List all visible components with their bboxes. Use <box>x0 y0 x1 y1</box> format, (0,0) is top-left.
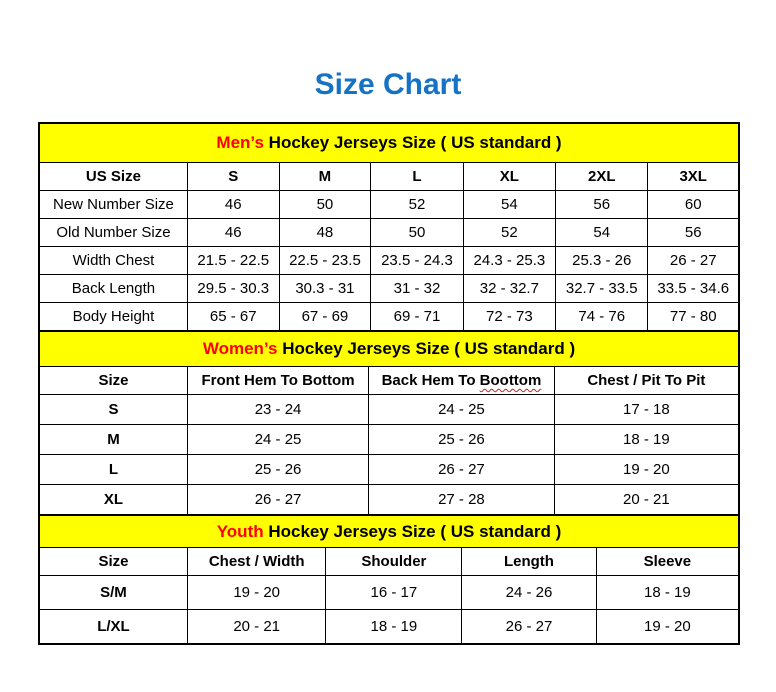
cell-value: 72 - 73 <box>463 303 555 332</box>
cell-value: 22.5 - 23.5 <box>279 247 371 275</box>
cell-value: 30.3 - 31 <box>279 275 371 303</box>
column-header: US Size <box>39 163 187 191</box>
cell-value: 50 <box>279 191 371 219</box>
cell-value: 74 - 76 <box>556 303 648 332</box>
cell-value: 17 - 18 <box>554 395 739 425</box>
row-label: XL <box>39 485 187 516</box>
cell-value: 24.3 - 25.3 <box>463 247 555 275</box>
cell-value: 20 - 21 <box>554 485 739 516</box>
table-row <box>39 275 739 303</box>
column-header: Sleeve <box>596 548 739 576</box>
cell-value: 27 - 28 <box>369 485 555 516</box>
column-header: Size <box>39 548 187 576</box>
cell-value: 46 <box>187 191 279 219</box>
column-header: XL <box>463 163 555 191</box>
band-title-text: Hockey Jerseys Size ( US standard ) <box>263 133 562 153</box>
cell-value: 26 - 27 <box>462 610 596 645</box>
cell-value: 18 - 19 <box>554 425 739 455</box>
cell-value: 56 <box>556 191 648 219</box>
misspelled-word: Boottom <box>479 371 542 389</box>
table-row <box>39 191 739 219</box>
section-band-title <box>39 515 739 548</box>
column-header: Shoulder <box>326 548 462 576</box>
cell-value: 26 - 27 <box>648 247 739 275</box>
cell-value: 67 - 69 <box>279 303 371 332</box>
row-label: S <box>39 395 187 425</box>
column-header: Length <box>462 548 596 576</box>
row-label: Body Height <box>39 303 187 332</box>
cell-value: 24 - 26 <box>462 576 596 610</box>
band-title-text: Hockey Jerseys Size ( US standard ) <box>277 339 576 359</box>
youth-size-table <box>38 514 740 645</box>
band-gender-label: Women’s <box>202 339 278 359</box>
cell-value: 24 - 25 <box>369 395 555 425</box>
cell-value: 52 <box>371 191 463 219</box>
column-header: 3XL <box>648 163 739 191</box>
cell-value: 29.5 - 30.3 <box>187 275 279 303</box>
band-gender-label: Men’s <box>216 133 264 153</box>
cell-value: 60 <box>648 191 739 219</box>
cell-value: 69 - 71 <box>371 303 463 332</box>
cell-value: 24 - 25 <box>187 425 368 455</box>
size-tables-container <box>38 122 740 645</box>
column-header: S <box>187 163 279 191</box>
cell-value: 23 - 24 <box>187 395 368 425</box>
table-row <box>39 247 739 275</box>
row-label: L <box>39 455 187 485</box>
table-row <box>39 610 739 645</box>
band-gender-label: Youth <box>216 521 264 541</box>
cell-value: 19 - 20 <box>187 576 326 610</box>
row-label: New Number Size <box>39 191 187 219</box>
cell-value: 54 <box>463 191 555 219</box>
cell-value: 25 - 26 <box>369 425 555 455</box>
column-header: Chest / Pit To Pit <box>554 367 739 395</box>
cell-value: 26 - 27 <box>369 455 555 485</box>
cell-value: 19 - 20 <box>596 610 739 645</box>
table-row <box>39 303 739 332</box>
row-label: Back Length <box>39 275 187 303</box>
cell-value: 21.5 - 22.5 <box>187 247 279 275</box>
cell-value: 19 - 20 <box>554 455 739 485</box>
cell-value: 33.5 - 34.6 <box>648 275 739 303</box>
column-header: Front Hem To Bottom <box>187 367 368 395</box>
row-label: S/M <box>39 576 187 610</box>
table-row <box>39 455 739 485</box>
cell-value: 18 - 19 <box>326 610 462 645</box>
mens-size-table <box>38 122 740 332</box>
column-header: M <box>279 163 371 191</box>
column-header-text: Back Hem To <box>381 371 480 389</box>
column-header <box>369 367 555 395</box>
table-row <box>39 395 739 425</box>
band-title-text: Hockey Jerseys Size ( US standard ) <box>263 521 562 541</box>
column-header: Size <box>39 367 187 395</box>
cell-value: 65 - 67 <box>187 303 279 332</box>
page-title: Size Chart <box>314 68 462 101</box>
column-header: 2XL <box>556 163 648 191</box>
cell-value: 77 - 80 <box>648 303 739 332</box>
cell-value: 16 - 17 <box>326 576 462 610</box>
cell-value: 25.3 - 26 <box>556 247 648 275</box>
table-row <box>39 576 739 610</box>
cell-value: 20 - 21 <box>187 610 326 645</box>
cell-value: 32.7 - 33.5 <box>556 275 648 303</box>
row-label: Old Number Size <box>39 219 187 247</box>
cell-value: 56 <box>648 219 739 247</box>
row-label: Width Chest <box>39 247 187 275</box>
section-band-title <box>39 331 739 367</box>
cell-value: 26 - 27 <box>187 485 368 516</box>
table-row <box>39 425 739 455</box>
cell-value: 50 <box>371 219 463 247</box>
cell-value: 25 - 26 <box>187 455 368 485</box>
cell-value: 23.5 - 24.3 <box>371 247 463 275</box>
row-label: M <box>39 425 187 455</box>
column-header: L <box>371 163 463 191</box>
table-row <box>39 485 739 516</box>
womens-size-table <box>38 330 740 516</box>
cell-value: 46 <box>187 219 279 247</box>
section-band-title <box>39 123 739 163</box>
cell-value: 31 - 32 <box>371 275 463 303</box>
column-header: Chest / Width <box>187 548 326 576</box>
cell-value: 54 <box>556 219 648 247</box>
cell-value: 48 <box>279 219 371 247</box>
table-row <box>39 219 739 247</box>
cell-value: 18 - 19 <box>596 576 739 610</box>
row-label: L/XL <box>39 610 187 645</box>
cell-value: 32 - 32.7 <box>463 275 555 303</box>
cell-value: 52 <box>463 219 555 247</box>
